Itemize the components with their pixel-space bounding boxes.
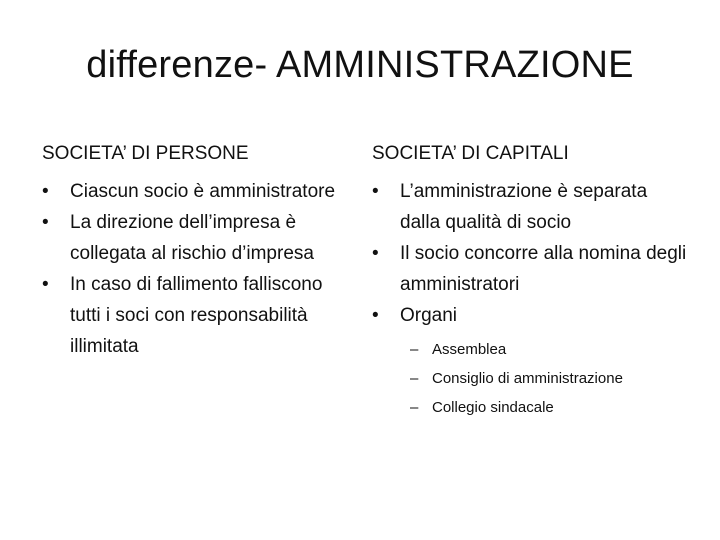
list-item	[42, 207, 342, 269]
bullet-icon: •	[372, 181, 379, 202]
dash-icon: –	[410, 399, 419, 416]
dash-icon: –	[410, 370, 419, 387]
bullet-icon: •	[372, 243, 379, 264]
list-item-text: Organi	[400, 305, 458, 326]
bullet-icon: •	[372, 305, 379, 326]
list-item	[42, 269, 342, 362]
right-column	[372, 142, 692, 422]
sub-list-item-text: Assemblea	[432, 341, 507, 358]
list-item-text: L’amministrazione è separata dalla qualità di socio	[400, 181, 648, 233]
list-item-text: In caso di fallimento falliscono tutti i soci con responsabilità illimitata	[70, 274, 323, 357]
list-item-text: Ciascun socio è amministratore	[70, 181, 336, 202]
list-item-text: Il socio concorre alla nomina degli amministratori	[400, 243, 687, 295]
bullet-icon: •	[42, 274, 49, 295]
list-item	[372, 176, 692, 238]
dash-icon: –	[410, 341, 419, 358]
left-bullet-list	[42, 176, 342, 362]
bullet-icon: •	[42, 181, 49, 202]
slide-title: differenze- AMMINISTRAZIONE	[86, 44, 634, 86]
list-item	[372, 300, 692, 422]
list-item	[372, 238, 692, 300]
bullet-icon: •	[42, 212, 49, 233]
left-column	[42, 142, 342, 362]
organi-sublist	[400, 335, 692, 422]
list-item	[42, 176, 342, 207]
list-item-text: La direzione dell’impresa è collegata al rischio d’impresa	[70, 212, 314, 264]
sub-list-item-text: Consiglio di amministrazione	[432, 370, 623, 387]
sub-list-item	[400, 364, 692, 393]
sub-list-item	[400, 335, 692, 364]
sub-list-item	[400, 393, 692, 422]
sub-list-item-text: Collegio sindacale	[432, 399, 554, 416]
right-bullet-list	[372, 176, 692, 422]
right-column-heading: SOCIETA’ DI CAPITALI	[372, 143, 569, 164]
left-column-heading: SOCIETA’ DI PERSONE	[42, 143, 249, 164]
